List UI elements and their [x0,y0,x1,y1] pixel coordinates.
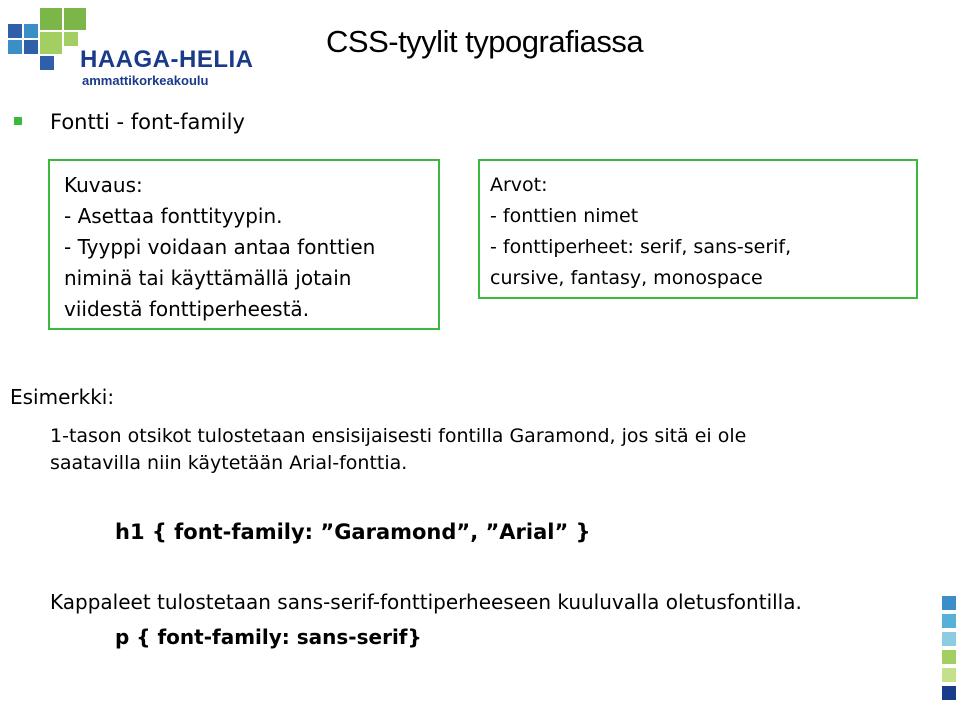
page-title: CSS-tyylit typografiassa [326,24,644,59]
logo-name: HAAGA-HELIA [80,46,254,73]
description-line: - Asettaa fonttityypin. [64,204,283,228]
bullet-icon [14,117,22,125]
side-square-icon [942,686,956,700]
code-p: p { font-family: sans-serif} [115,625,422,649]
logo-square-icon [24,24,38,38]
values-line: Arvot: [490,174,548,196]
description-line: Kuvaus: [64,173,143,197]
values-box [478,159,918,299]
description-line: - Tyyppi voidaan antaa fonttien [64,235,376,259]
logo-square-icon [40,56,54,70]
logo-square-icon [64,8,86,30]
side-square-icon [942,668,956,682]
logo-square-icon [64,32,78,46]
code-h1: h1 { font-family: ”Garamond”, ”Arial” } [115,520,591,544]
values-line: - fonttiperheet: serif, sans-serif, [490,236,792,258]
logo-square-icon [8,40,22,54]
logo-square-icon [40,8,62,30]
bullet-text: Fontti - font-family [50,110,245,134]
example-line: Kappaleet tulostetaan sans-serif-fonttiperheeseen kuuluvalla oletusfontilla. [50,590,802,614]
description-line: niminä tai käyttämällä jotain [64,266,352,290]
logo-subtitle: ammattikorkeakoulu [82,73,209,88]
example-heading: Esimerkki: [10,385,115,409]
description-line: viidestä fonttiperheestä. [64,297,310,321]
logo-square-icon [24,40,38,54]
example-line: saatavilla niin käytetään Arial-fonttia. [50,452,408,474]
side-square-icon [942,632,956,646]
side-square-icon [942,650,956,664]
logo-square-icon [40,32,62,54]
values-line: cursive, fantasy, monospace [490,267,763,289]
description-box [48,159,440,330]
logo-square-icon [8,24,22,38]
side-square-icon [942,596,956,610]
values-line: - fonttien nimet [490,205,639,227]
side-square-icon [942,614,956,628]
example-line: 1-tason otsikot tulostetaan ensisijaisesti fontilla Garamond, jos sitä ei ole [50,425,747,447]
